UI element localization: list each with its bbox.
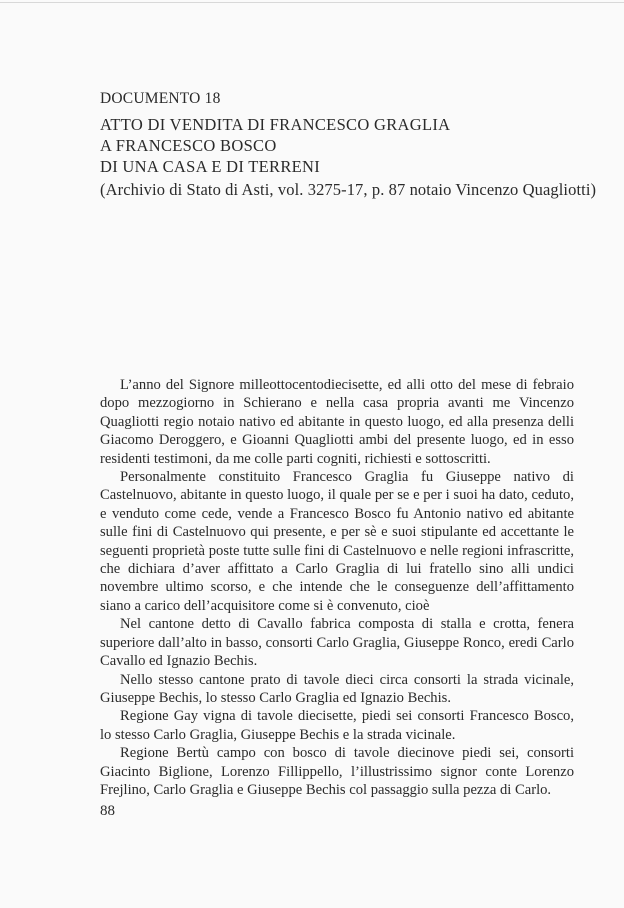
document-body <box>100 376 574 799</box>
archive-source: (Archivio di Stato di Asti, vol. 3275-17, p. 87 notaio Vincenzo Quagliotti) <box>100 180 597 199</box>
page-number: 88 <box>100 803 115 819</box>
title-line: ATTO DI VENDITA DI FRANCESCO GRAGLIA <box>100 115 451 134</box>
paragraph: L’anno del Signore milleottocentodiecisette, ed alli otto del mese di febraio dopo mezzogiorno in Schierano e nella casa propria avanti me Vincenzo Quagliotti regio notaio nativo ed abitante in questo luogo, ed alla presenza delli Giacomo Deroggero, e Gioanni Quagliotti ambi del presente luogo, ed in esso residenti testimoni, da me colle parti cogniti, richiesti e sottoscritti. <box>100 377 574 467</box>
paragraph: Nello stesso cantone prato di tavole dieci circa consorti la strada vicinale, Giuseppe Bechis, lo stesso Carlo Graglia ed Ignazio Bechis. <box>100 671 574 706</box>
document-label: DOCUMENTO 18 <box>100 90 221 107</box>
title-line: A FRANCESCO BOSCO <box>100 136 277 155</box>
paragraph: Personalmente constituito Francesco Graglia fu Giuseppe nativo di Castelnuovo, abitante in questo luogo, il quale per se e per i suoi ha dato, ceduto, e venduto come cede, vende a Francesco Bosco fu Antonio nativo ed abitante sulle fini di Castelnuovo qui presente, e per sè e suoi stipulante ed accettante le seguenti proprietà poste tutte sulle fini di Castelnuovo e nelle regioni infrascritte, che dichiara d’aver affittato a Carlo Graglia di lui fratello sino alli undici novembre ultimo scorso, e che intende che le conseguenze dell’affittamento siano a carico dell’acquisitore come si è convenuto, cioè <box>100 469 574 614</box>
paragraph: Regione Gay vigna di tavole diecisette, piedi sei consorti Francesco Bosco, lo stesso Carlo Graglia, Giuseppe Bechis e la strada vicinale. <box>100 708 574 743</box>
paragraph: Regione Bertù campo con bosco di tavole diecinove piedi sei, consorti Giacinto Biglione, Lorenzo Fillippello, l’illustrissimo signor conte Lorenzo Frejlino, Carlo Graglia e Giuseppe Bechis col passaggio sulla pezza di Carlo. <box>100 745 574 798</box>
paragraph: Nel cantone detto di Cavallo fabrica composta di stalla e crotta, fenera superiore dall’alto in basso, consorti Carlo Graglia, Giuseppe Ronco, eredi Carlo Cavallo ed Ignazio Bechis. <box>100 616 574 670</box>
page-edge-line <box>0 2 624 3</box>
title-line: DI UNA CASA E DI TERRENI <box>100 157 321 176</box>
document-title <box>100 114 450 177</box>
